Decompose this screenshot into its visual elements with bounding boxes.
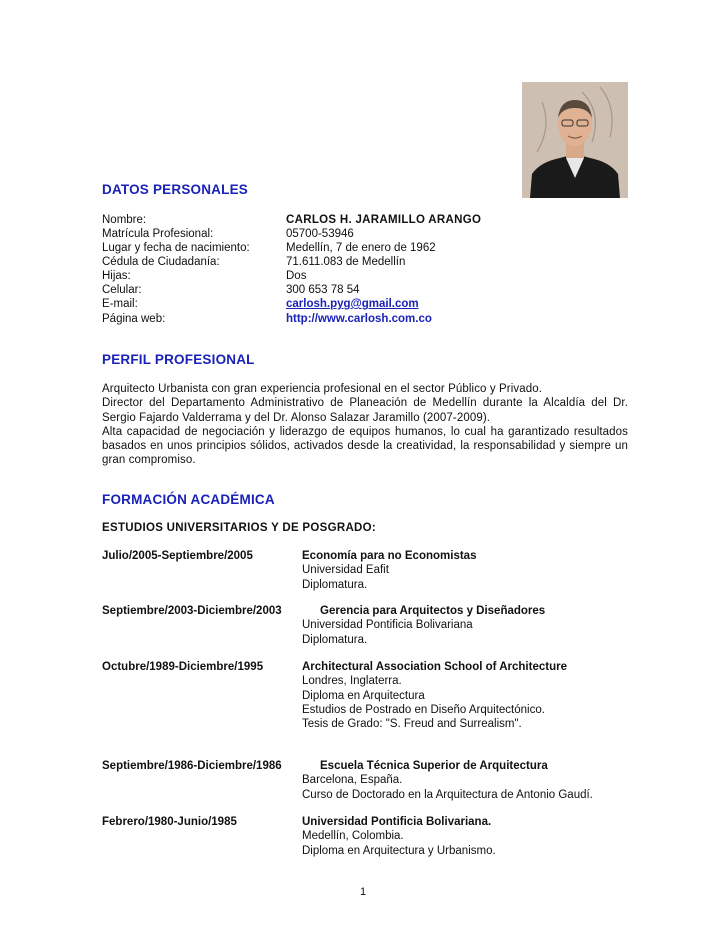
education-date: Septiembre/1986-Diciembre/1986 bbox=[102, 760, 282, 772]
profile-paragraph: Director del Departamento Administrativo de Planeación de Medellín durante la Alcaldía del Dr. Sergio Fajardo Valderrama y del Dr. Alonso Salazar Jaramillo (2007-2009). bbox=[102, 397, 628, 424]
education-subtitle: ESTUDIOS UNIVERSITARIOS Y DE POSGRADO: bbox=[102, 522, 377, 534]
education-line: Diplomatura. bbox=[302, 578, 368, 591]
profile-text bbox=[102, 382, 628, 468]
profile-paragraph: Alta capacidad de negociación y liderazgo de equipos humanos, lo cual ha garantizado resultados basados en unos principios sólidos, activados desde la creatividad, la responsabilidad y siempre un gran compromiso. bbox=[102, 425, 628, 467]
education-line: Diploma en Arquitectura y Urbanismo. bbox=[302, 844, 496, 857]
education-line: Curso de Doctorado en la Arquitectura de Antonio Gaudí. bbox=[302, 788, 593, 801]
profile-paragraph: Arquitecto Urbanista con gran experiencia profesional en el sector Público y Privado. bbox=[102, 383, 542, 395]
education-entry bbox=[302, 815, 496, 858]
email-link[interactable]: carlosh.pyg@gmail.com bbox=[286, 298, 419, 310]
label-matricula: Matrícula Profesional: bbox=[102, 228, 214, 240]
education-entry bbox=[302, 549, 476, 592]
value-cedula: 71.611.083 de Medellín bbox=[286, 256, 406, 268]
label-pagina-web: Página web: bbox=[102, 313, 166, 325]
education-line: Universidad Pontificia Bolivariana bbox=[302, 619, 473, 632]
education-entry bbox=[302, 604, 545, 647]
education-title: Economía para no Economistas bbox=[302, 550, 477, 562]
education-date: Febrero/1980-Junio/1985 bbox=[102, 816, 237, 828]
education-line: Tesis de Grado: "S. Freud and Surrealism". bbox=[302, 718, 522, 731]
education-title: Gerencia para Arquitectos y Diseñadores bbox=[320, 605, 546, 617]
education-line: Diplomatura. bbox=[302, 633, 368, 646]
label-hijas: Hijas: bbox=[102, 270, 131, 282]
education-line: Estudios de Postrado en Diseño Arquitectónico. bbox=[302, 703, 545, 716]
value-nombre: CARLOS H. JARAMILLO ARANGO bbox=[286, 214, 482, 226]
education-entry bbox=[302, 759, 593, 802]
page-number: 1 bbox=[360, 886, 367, 898]
website-link[interactable]: http://www.carlosh.com.co bbox=[286, 313, 432, 325]
profile-photo bbox=[522, 82, 628, 198]
education-date: Octubre/1989-Diciembre/1995 bbox=[102, 661, 264, 673]
education-title: Escuela Técnica Superior de Arquitectura bbox=[320, 760, 548, 772]
section-title-personal: DATOS PERSONALES bbox=[102, 182, 248, 197]
education-title: Universidad Pontificia Bolivariana. bbox=[302, 816, 492, 828]
value-nacimiento: Medellín, 7 de enero de 1962 bbox=[286, 242, 436, 254]
label-nombre: Nombre: bbox=[102, 214, 147, 226]
label-email: E-mail: bbox=[102, 298, 138, 310]
section-title-education: FORMACIÓN ACADÉMICA bbox=[102, 492, 275, 507]
value-celular: 300 653 78 54 bbox=[286, 284, 360, 296]
value-matricula: 05700-53946 bbox=[286, 228, 354, 240]
label-cedula: Cédula de Ciudadanía: bbox=[102, 256, 220, 268]
value-hijas: Dos bbox=[286, 270, 307, 282]
label-celular: Celular: bbox=[102, 284, 142, 296]
education-date: Septiembre/2003-Diciembre/2003 bbox=[102, 605, 282, 617]
education-line: Medellín, Colombia. bbox=[302, 830, 404, 843]
education-line: Diploma en Arquitectura bbox=[302, 689, 425, 702]
label-nacimiento: Lugar y fecha de nacimiento: bbox=[102, 242, 250, 254]
section-title-profile: PERFIL PROFESIONAL bbox=[102, 352, 255, 367]
education-date: Julio/2005-Septiembre/2005 bbox=[102, 550, 253, 562]
education-line: Barcelona, España. bbox=[302, 774, 403, 787]
education-line: Londres, Inglaterra. bbox=[302, 675, 402, 688]
education-entry bbox=[302, 660, 567, 731]
education-title: Architectural Association School of Architecture bbox=[302, 661, 567, 673]
education-line: Universidad Eafit bbox=[302, 564, 389, 577]
